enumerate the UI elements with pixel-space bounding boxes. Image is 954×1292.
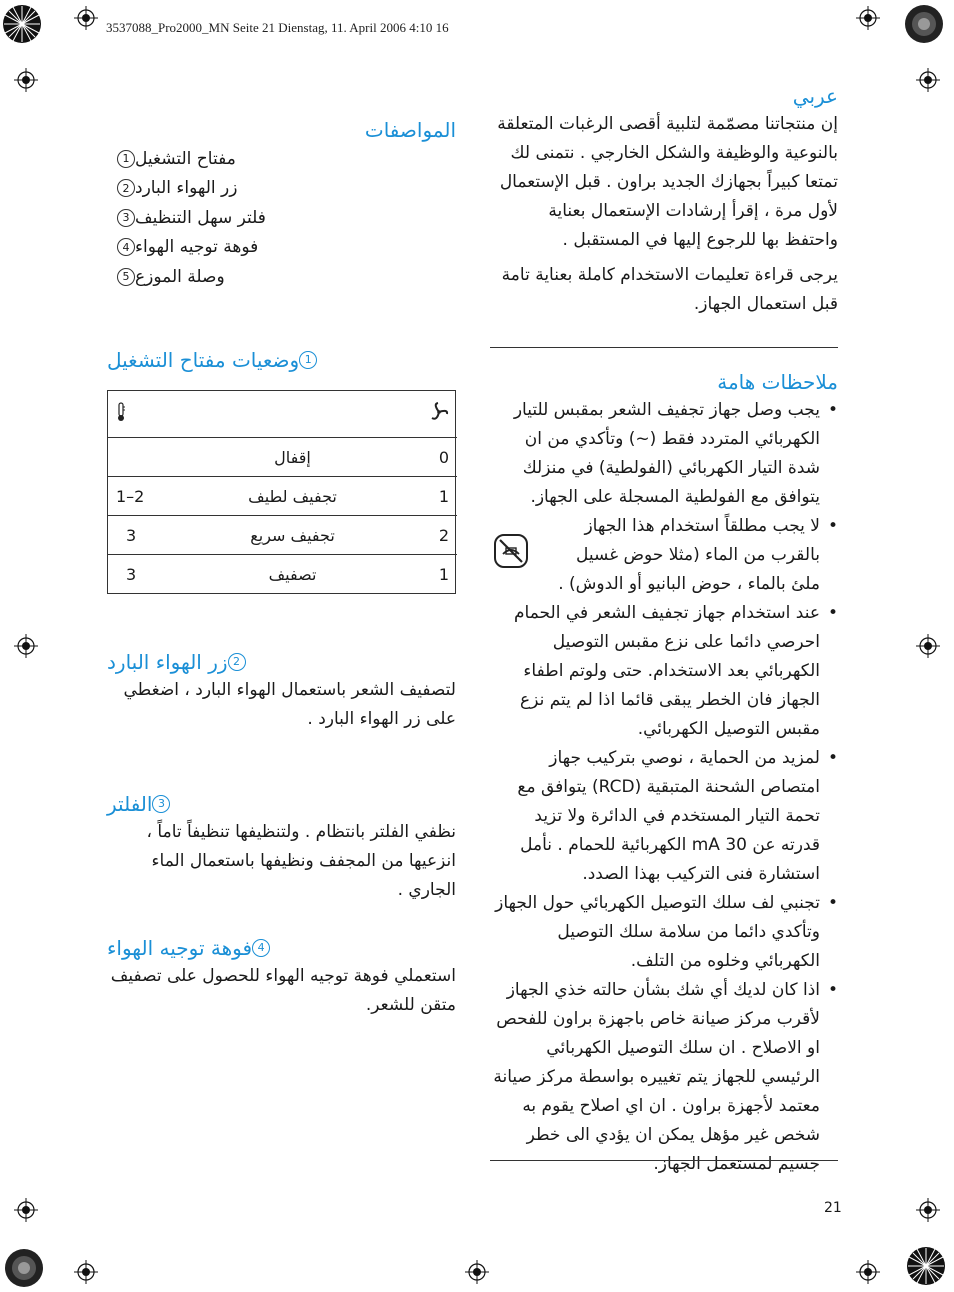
table-row: 3 تصفيف 1 xyxy=(108,555,457,594)
nozzle-title: فوهة توجيه الهواء 4 xyxy=(107,934,456,962)
parts-section xyxy=(107,116,456,292)
settings-table xyxy=(108,391,457,593)
list-item: • لمزيد من الحماية ، نوصي بتركيب جهاز امتصاص الشحنة المتبقية (RCD) يتوافق مع تحمة التيار المستخدم في الدائرة ولا تزيد قدرته عن 30 mA الكهربائية للحمام . نأمل استشارة فنى التركيب بهذا الصدد. xyxy=(517,748,838,884)
filter-title: الفلتر 3 xyxy=(107,790,456,818)
list-item: • تجنبي لف سلك التوصيل الكهربائي حول الجهاز وتأكدي دائما من سلامة سلك التوصيل الكهربائي وخلوه من التلف. xyxy=(495,893,838,971)
nozzle-text: استعملي فوهة توجيه الهواء للحصول على تصفيف متقن للشعر. xyxy=(110,966,456,1015)
filter-section xyxy=(107,790,456,905)
registration-mark xyxy=(465,1260,489,1284)
table-row: 3 تجفيف سريع 2 xyxy=(108,516,457,555)
intro-paragraph: إن منتجاتنا مصمّمة لتلبية أقصى الرغبات المتعلقة بالنوعية والوظيفة والشكل الخارجي . نتمنى لك تمتعا كبيراً بجهازك الجديد براون . قبل الإستعمال لأول مرة ، إقرأ إرشادات الإستعمال بعناية واحتفظ بها للرجوع إليها في المستقبل . xyxy=(497,114,838,250)
list-item: 5 وصلة الموزع xyxy=(107,262,456,292)
filter-text: نظفي الفلتر بانتظام . ولتنظيفها تنظيفاً تاماً ، انزعيها من المجفف ونظيفها باستعمال الماء الجاري . xyxy=(146,822,456,900)
parts-list xyxy=(107,144,456,292)
list-item: 1 مفتاح التشغيل xyxy=(107,144,456,174)
intro-instruction: يرجى قراءة تعليمات الاستخدام كاملة بعناية تامة قبل استعمال الجهاز. xyxy=(501,265,838,314)
language-title: عربي xyxy=(792,84,838,108)
table-row: إقفال 0 xyxy=(108,438,457,477)
print-burst-mark-top-left xyxy=(2,4,42,44)
print-burst-mark-bottom-right xyxy=(906,1246,946,1286)
notes-section xyxy=(490,368,838,1179)
page-number: 21 xyxy=(824,1200,842,1216)
registration-mark xyxy=(14,68,38,92)
section-divider xyxy=(490,1160,838,1161)
registration-mark xyxy=(916,68,940,92)
print-burst-mark-bottom-left xyxy=(4,1248,44,1288)
intro-section xyxy=(490,82,838,319)
registration-mark xyxy=(856,1260,880,1284)
print-burst-mark-top-right xyxy=(904,4,944,44)
registration-mark xyxy=(74,1260,98,1284)
switch-section xyxy=(107,346,456,594)
settings-table-box xyxy=(107,390,456,594)
registration-mark xyxy=(14,634,38,658)
registration-mark xyxy=(916,1198,940,1222)
section-divider xyxy=(490,347,838,348)
table-header-row xyxy=(108,391,457,438)
no-water-warning-icon xyxy=(494,534,528,568)
registration-mark xyxy=(74,6,98,30)
switch-title: وضعيات مفتاح التشغيل 1 xyxy=(107,346,456,374)
notes-title: ملاحظات هامة xyxy=(717,370,838,394)
list-item: 3 فلتر سهل التنظيف xyxy=(107,203,456,233)
thermometer-icon xyxy=(108,391,184,438)
fan-icon xyxy=(401,391,457,438)
list-item: 4 فوهة توجيه الهواء xyxy=(107,233,456,263)
registration-mark xyxy=(856,6,880,30)
registration-mark xyxy=(916,634,940,658)
cool-button-text: لتصفيف الشعر باستعمال الهواء البارد ، اضغطي على زر الهواء البارد . xyxy=(123,680,456,729)
list-item: • لا يجب مطلقاً استخدام هذا الجهاز بالقرب من الماء (مثلا حوض غسيل ملئ بالماء ، حوض البانيو أو الدوش) . xyxy=(558,516,838,594)
parts-title: المواصفات xyxy=(364,118,456,142)
cool-button-title: زر الهواء البارد 2 xyxy=(107,648,456,676)
cool-button-section xyxy=(107,648,456,734)
table-row: 1–2 تجفيف لطيف 1 xyxy=(108,477,457,516)
list-item: 2 زر الهواء البارد xyxy=(107,174,456,204)
list-item: • اذا كان لديك أي شك بشأن حالته خذي الجهاز لأقرب مركز صيانة خاص باجهزة براون للفحص او الاصلاح . ان سلك التوصيل الكهربائي الرئيسي للجهاز يتم تغييره بواسطة مركز صيانة معتمد لأجهزة براون . ان اي اصلاح يقوم به شخص غير مؤهل يمكن ان يؤدي الى خطر جسيم لمستعمل الجهاز. xyxy=(493,980,838,1174)
print-header-meta: 3537088_Pro2000_MN Seite 21 Dienstag, 11. April 2006 4:10 16 xyxy=(106,20,449,35)
nozzle-section xyxy=(107,934,456,1020)
list-item: • يجب وصل جهاز تجفيف الشعر بمقبس للتيار الكهربائي المتردد فقط (~) وتأكدي من ان شدة التيار الكهربائي (الفولطية) في منزلك يتوافق مع الفولطية المسجلة على الجهاز. xyxy=(513,400,838,507)
notes-list xyxy=(490,396,838,1179)
list-item: • عند استخدام جهاز تجفيف الشعر في الحمام احرصي دائما على نزع مقبس التوصيل الكهربائي بعد الاستخدام. حتى ولوتم اطفاء الجهاز فان الخطر يبقى قائما اذا لم يتم نزع مقبس التوصيل الكهربائي. xyxy=(514,603,838,739)
registration-mark xyxy=(14,1198,38,1222)
